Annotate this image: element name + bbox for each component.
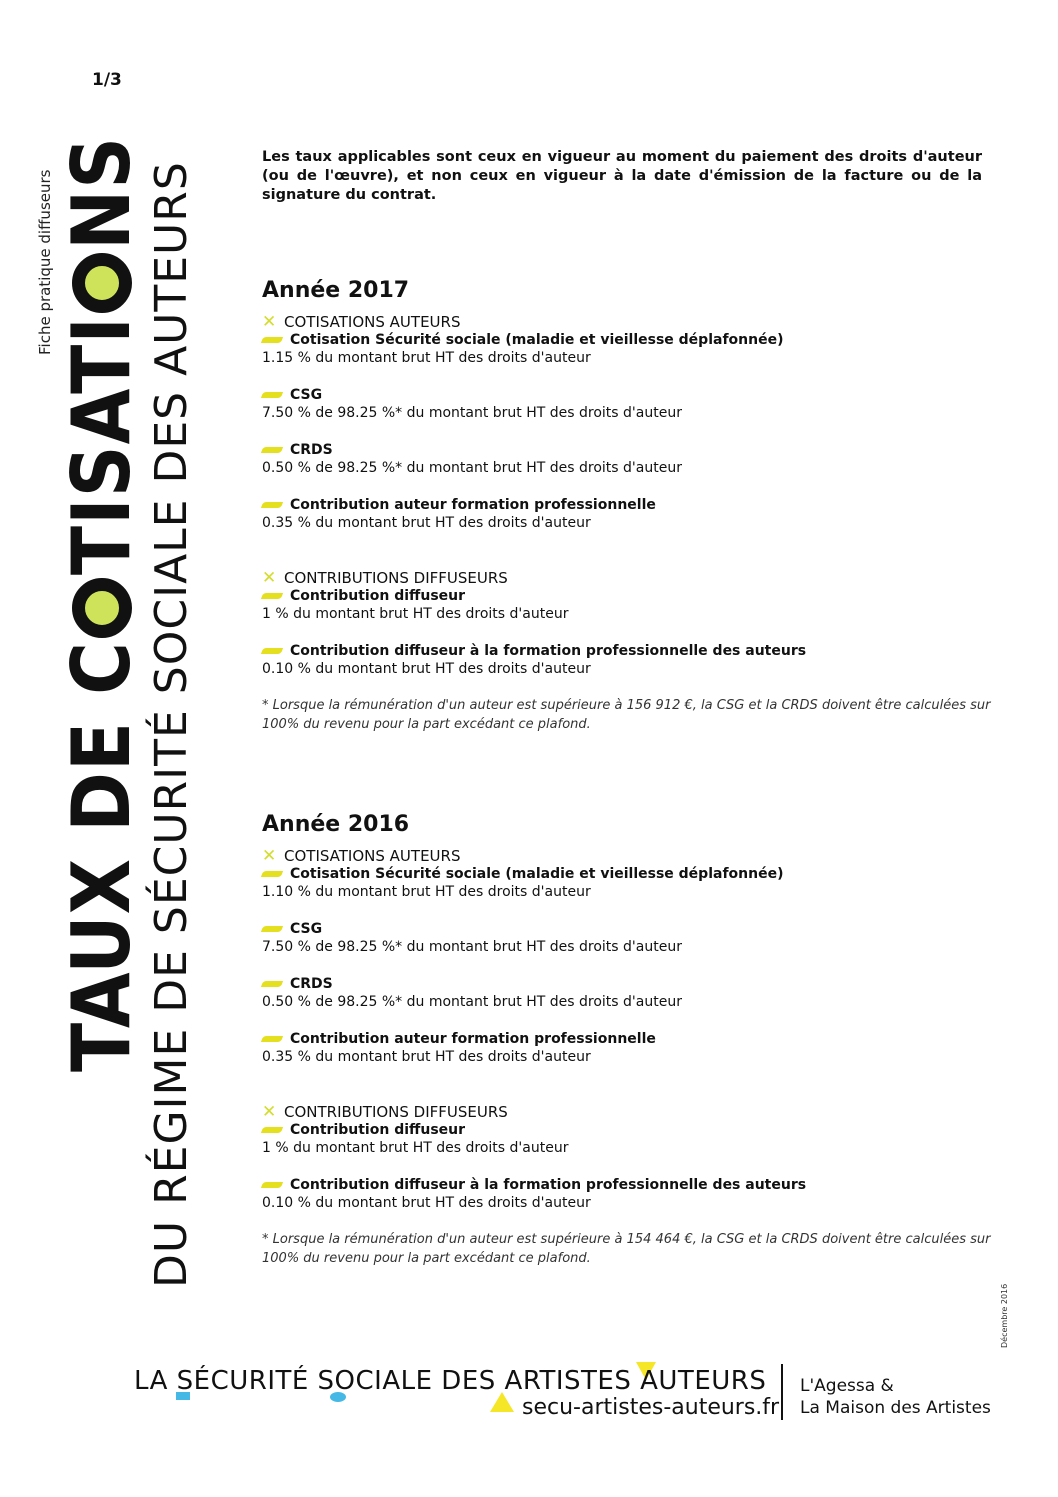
footer-divider [781, 1364, 783, 1420]
item-title [262, 1176, 1002, 1194]
footnote: * Lorsque la rémunération d'un auteur est supérieure à 154 464 €, la CSG et la CRDS doivent être calculées sur 100% du revenu pour la part excédant ce plafond. [262, 1232, 991, 1266]
dash-icon [261, 648, 283, 654]
dash-icon [261, 1127, 283, 1133]
contributions-header [262, 569, 1002, 587]
item-title [262, 441, 1002, 459]
item-title [262, 386, 1002, 404]
item-title [262, 496, 1002, 514]
dash-icon [261, 926, 283, 932]
main-title-part2: TISATI [55, 316, 148, 576]
item-value: 1.15 % du montant brut HT des droits d'auteur [262, 350, 591, 366]
page-number: 1/3 [92, 70, 122, 90]
item-value: 0.50 % de 98.25 %* du montant brut HT des droits d'auteur [262, 460, 682, 476]
item-value: 0.35 % du montant brut HT des droits d'auteur [262, 1049, 591, 1065]
item-value: 1.10 % du montant brut HT des droits d'auteur [262, 884, 591, 900]
item-title-text: Contribution diffuseur à la formation professionnelle des auteurs [290, 643, 807, 659]
item-title-text: Contribution auteur formation professionnelle [290, 497, 656, 513]
item-title-text: CRDS [290, 442, 333, 458]
item-title [262, 920, 1002, 938]
item-title [262, 865, 1002, 883]
item-title-text: Contribution diffuseur à la formation professionnelle des auteurs [290, 1177, 807, 1193]
cross-icon: ✕ [262, 846, 277, 866]
cotisations-header [262, 313, 1002, 331]
item-title [262, 1030, 1002, 1048]
dash-icon [261, 1182, 283, 1188]
subtitle: DU RÉGIME DE SÉCURITÉ SOCIALE DES AUTEURS [146, 161, 197, 1288]
footer-url: secu-artistes-auteurs.fr [522, 1395, 780, 1420]
contributions-header [262, 1103, 1002, 1121]
item-value: 1 % du montant brut HT des droits d'auteur [262, 606, 569, 622]
year-title: Année 2017 [262, 278, 410, 303]
main-title-part3: NS [55, 135, 148, 251]
item-title [262, 587, 1002, 605]
cross-icon: ✕ [262, 568, 277, 588]
intro-text: Les taux applicables sont ceux en vigueur au moment du paiement des droits d'auteur (ou de l'œuvre), et non ceux en vigueur à la date d'émission de la facture ou de la signature du contrat. [262, 149, 982, 203]
cotisations-header-label: COTISATIONS AUTEURS [284, 313, 461, 331]
item-value: 1 % du montant brut HT des droits d'auteur [262, 1140, 569, 1156]
cotisations-header [262, 847, 1002, 865]
item-title-text: CSG [290, 921, 323, 937]
footnote: * Lorsque la rémunération d'un auteur est supérieure à 156 912 €, la CSG et la CRDS doivent être calculées sur 100% du revenu pour la part excédant ce plafond. [262, 698, 991, 732]
date-label: Décembre 2016 [1000, 1283, 1009, 1348]
contributions-header-label: CONTRIBUTIONS DIFFUSEURS [284, 1103, 508, 1121]
year-section-2016 [262, 812, 1002, 1268]
item-value: 0.50 % de 98.25 %* du montant brut HT des droits d'auteur [262, 994, 682, 1010]
item-title-text: Cotisation Sécurité sociale (maladie et vieillesse déplafonnée) [290, 332, 784, 348]
year-title: Année 2016 [262, 812, 410, 837]
dash-icon [261, 502, 283, 508]
cross-icon: ✕ [262, 1102, 277, 1122]
o-ring-icon [72, 253, 132, 313]
item-title [262, 642, 1002, 660]
item-value: 0.35 % du montant brut HT des droits d'auteur [262, 515, 591, 531]
dash-icon [261, 447, 283, 453]
dash-icon [261, 1036, 283, 1042]
main-title [55, 135, 148, 1072]
cotisations-header-label: COTISATIONS AUTEURS [284, 847, 461, 865]
item-title-text: Contribution diffuseur [290, 1122, 466, 1138]
dash-icon [261, 981, 283, 987]
main-title-part1: TAUX DE C [55, 641, 148, 1072]
item-value: 7.50 % de 98.25 %* du montant brut HT des droits d'auteur [262, 939, 682, 955]
item-value: 0.10 % du montant brut HT des droits d'auteur [262, 1195, 591, 1211]
item-value: 7.50 % de 98.25 %* du montant brut HT des droits d'auteur [262, 405, 682, 421]
item-title-text: CRDS [290, 976, 333, 992]
item-title-text: Cotisation Sécurité sociale (maladie et vieillesse déplafonnée) [290, 866, 784, 882]
dash-icon [261, 337, 283, 343]
contributions-header-label: CONTRIBUTIONS DIFFUSEURS [284, 569, 508, 587]
item-value: 0.10 % du montant brut HT des droits d'auteur [262, 661, 591, 677]
item-title [262, 1121, 1002, 1139]
item-title [262, 331, 1002, 349]
footer-org-line1: L'Agessa & [800, 1376, 894, 1396]
dash-icon [261, 392, 283, 398]
dash-icon [261, 593, 283, 599]
dash-icon [261, 871, 283, 877]
o-ring-icon [72, 578, 132, 638]
cross-icon: ✕ [262, 312, 277, 332]
year-section-2017 [262, 278, 1002, 734]
fiche-label: Fiche pratique diffuseurs [36, 169, 54, 355]
item-title-text: CSG [290, 387, 323, 403]
item-title-text: Contribution diffuseur [290, 588, 466, 604]
item-title [262, 975, 1002, 993]
footer-brand: LA SÉCURITÉ SOCIALE DES ARTISTES AUTEURS [134, 1366, 767, 1396]
footer-org-line2: La Maison des Artistes [800, 1398, 991, 1418]
item-title-text: Contribution auteur formation professionnelle [290, 1031, 656, 1047]
intro-block [262, 148, 982, 205]
